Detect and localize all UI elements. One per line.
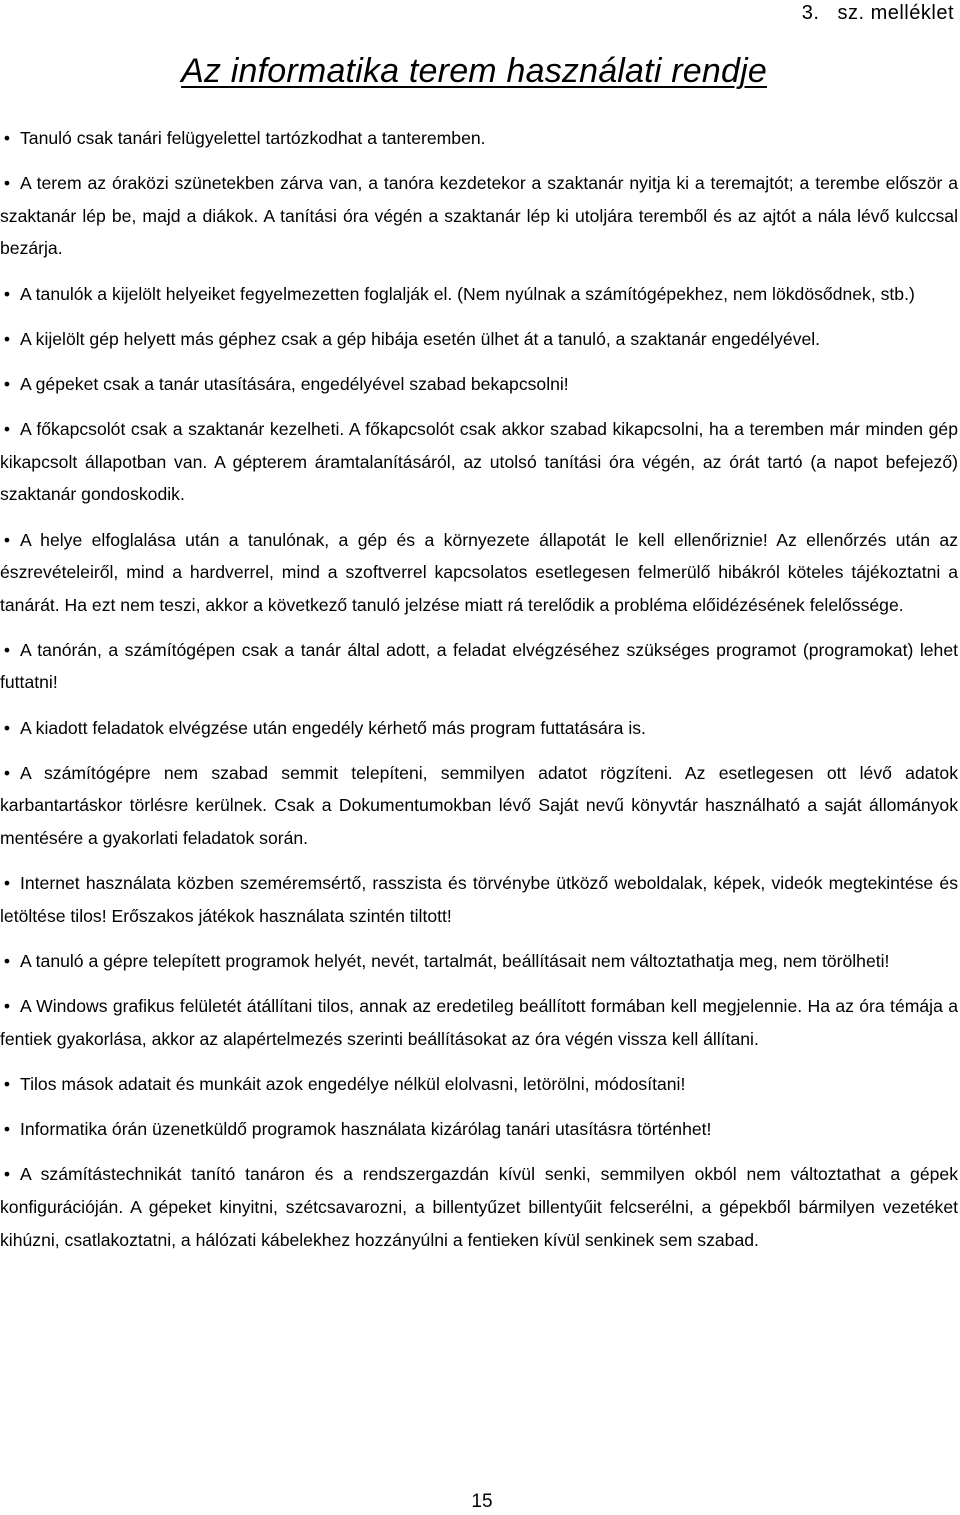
bullet-icon: • (3, 419, 11, 440)
rule-text: A terem az óraközi szünetekben zárva van, a tanóra kezdetekor a szaktanár nyitja ki a teremajtót; a terembe először a szaktanár lép be, majd a diákok. A tanítási óra végén a szaktanár lép ki utoljára teremből és az ajtót a nála lévő kulccsal bezárja. (0, 173, 958, 259)
rule-text: A számítástechnikát tanító tanáron és a rendszergazdán kívül senki, semmilyen okból nem változtathat a gépek konfigurációján. A gépeket kinyitni, szétcsavarozni, a billentyűzet billentyűit felcserélni, a gépekből bármilyen vezetéket kihúzni, csatlakoztatni, a hálózati kábelekhez hozzányúlni a fentieken kívül senkinek sem szabad. (0, 1164, 958, 1250)
rule-item (0, 1158, 958, 1256)
rule-text: A tanulók a kijelölt helyeiket fegyelmezetten foglalják el. (Nem nyúlnak a számítógépekhez, nem lökdösődnek, stb.) (20, 283, 915, 304)
rule-item (0, 323, 958, 356)
bullet-icon: • (3, 373, 11, 394)
bullet-icon: • (3, 128, 11, 148)
bullet-icon: • (3, 996, 11, 1017)
bullet-icon: • (3, 762, 11, 783)
rule-item (0, 990, 958, 1055)
rule-item (0, 757, 958, 855)
rule-item (0, 368, 958, 401)
page-footer (0, 1490, 960, 1514)
rule-item (0, 1113, 958, 1146)
rule-text: A tanuló a gépre telepített programok helyét, nevét, tartalmát, beállításait nem változtathatja meg, nem törölheti! (20, 951, 890, 971)
rule-item (0, 634, 958, 699)
bullet-icon: • (3, 873, 11, 894)
bullet-icon: • (3, 529, 11, 550)
rule-item (0, 524, 958, 622)
rule-text: A számítógépre nem szabad semmit telepíteni, semmilyen adatot rögzíteni. Az esetlegesen ott lévő adatok karbantartáskor törlésre kerülnek. Csak a Dokumentumokban lévő Saját nevű könyvtár használható a saját állományok mentésére a gyakorlati feladatok során. (0, 762, 958, 849)
rule-text: Tilos mások adatait és munkáit azok engedélye nélkül elolvasni, letörölni, módosítani! (20, 1073, 686, 1094)
bullet-icon: • (3, 1073, 11, 1094)
page-number: 15 (471, 1491, 493, 1512)
rule-text: A kiadott feladatok elvégzése után engedély kérhető más program futtatására is. (20, 717, 646, 738)
rule-text: A Windows grafikus felületét átállítani tilos, annak az eredetileg beállított formában kell megjelennie. Ha az óra témája a fentiek gyakorlása, akkor az alapértelmezés szerinti beállításokat az óra végén vissza kell állítani. (0, 996, 958, 1049)
bullet-icon: • (3, 173, 11, 194)
rule-text: A gépeket csak a tanár utasítására, engedélyével szabad bekapcsolni! (20, 373, 569, 394)
bullet-icon: • (3, 639, 11, 660)
appendix-label (802, 0, 954, 26)
appendix-number: 3. (801, 2, 820, 24)
bullet-icon: • (3, 328, 11, 349)
rule-item (0, 712, 958, 745)
rule-text: A kijelölt gép helyett más géphez csak a gép hibája esetén ülhet át a tanuló, a szaktanár engedélyével. (20, 328, 821, 349)
document-title: Az informatika terem használati rendje (181, 52, 767, 90)
rule-item (0, 945, 958, 978)
rule-text: A tanórán, a számítógépen csak a tanár által adott, a feladat elvégzéséhez szükséges programot (programokat) lehet futtatni! (0, 639, 958, 693)
rule-item (0, 413, 958, 511)
bullet-icon: • (3, 1119, 11, 1140)
rule-item (0, 867, 958, 932)
rule-text: Tanuló csak tanári felügyelettel tartózkodhat a tanteremben. (20, 128, 486, 148)
rule-item (0, 278, 958, 311)
rule-text: Informatika órán üzenetküldő programok használata kizárólag tanári utasításra történhet! (20, 1119, 712, 1140)
rule-item (0, 167, 958, 265)
rule-item (0, 122, 958, 155)
bullet-icon: • (3, 283, 11, 304)
bullet-icon: • (3, 1164, 11, 1185)
bullet-icon: • (3, 717, 11, 738)
appendix-text: sz. melléklet (837, 2, 954, 24)
bullet-icon: • (3, 951, 11, 971)
rule-text: Internet használata közben szeméremsértő, rasszista és törvénybe ütköző weboldalak, képek, videók megtekintése és letöltése tilos! Erőszakos játékok használata szintén tiltott! (0, 873, 958, 926)
rule-text: A helye elfoglalása után a tanulónak, a gép és a környezete állapotát le kell ellenőriznie! Az ellenőrzés után az észrevételeiről, mind a hardverrel, mind a szoftverrel kapcsolatos esetlegesen felmerülő hibákról köteles tájékoztatni a tanárát. Ha ezt nem teszi, akkor a következő tanuló jelzése miatt rá terelődik a probléma előidézésének felelőssége. (0, 529, 958, 615)
rules-list (0, 122, 958, 1269)
rule-text: A főkapcsolót csak a szaktanár kezelheti. A főkapcsolót csak akkor szabad kikapcsolni, ha a teremben már minden gép kikapcsolt állapotban van. A gépterem áramtalanításáról, az utolsó tanítási óra végén, az órát tartó (a napot befejező) szaktanár gondoskodik. (0, 419, 958, 505)
rule-item (0, 1068, 958, 1101)
